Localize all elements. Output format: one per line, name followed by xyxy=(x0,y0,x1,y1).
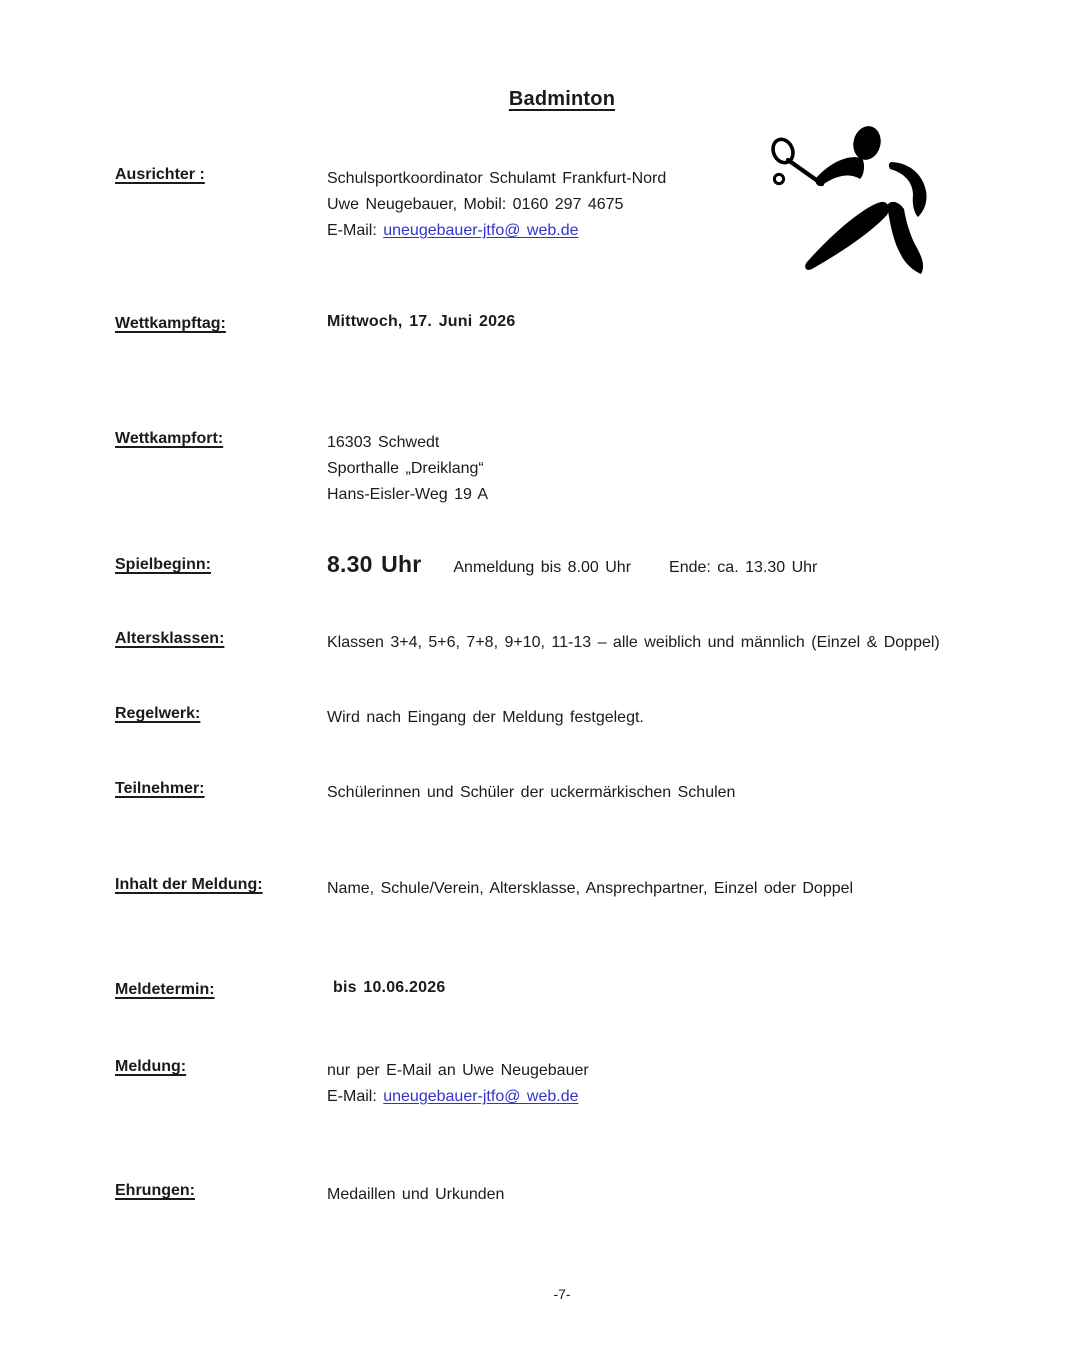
section-label-altersklassen: Altersklassen: xyxy=(115,630,225,647)
section-content-wettkampfort xyxy=(327,430,1040,508)
section-label-wettkampftag: Wettkampftag: xyxy=(115,315,226,332)
section-inhalt-der-meldung xyxy=(115,876,1040,902)
section-content-meldung xyxy=(327,1058,1040,1110)
text-line: Sporthalle „Dreiklang“ xyxy=(327,460,484,477)
registration-contents: Name, Schule/Verein, Altersklasse, Ansprechpartner, Einzel oder Doppel xyxy=(327,880,854,897)
page-title: Badminton xyxy=(508,88,616,110)
section-wettkampftag xyxy=(115,309,1040,335)
section-label-inhalt: Inhalt der Meldung: xyxy=(115,876,263,893)
text-line: Hans-Eisler-Weg 19 A xyxy=(327,486,489,503)
section-label-meldung: Meldung: xyxy=(115,1058,187,1075)
participants-text: Schülerinnen und Schüler der uckermärkischen Schulen xyxy=(327,784,736,801)
section-label-spielbeginn: Spielbeginn: xyxy=(115,556,211,573)
section-content-spielbeginn xyxy=(327,550,1040,581)
email-prefix: E-Mail: xyxy=(327,222,384,239)
section-label-ausrichter: Ausrichter : xyxy=(115,166,205,183)
section-content-ausrichter xyxy=(327,166,1040,244)
section-ausrichter xyxy=(115,166,1040,244)
rules-text: Wird nach Eingang der Meldung festgelegt. xyxy=(327,709,644,726)
page-number: -7- xyxy=(553,1286,571,1302)
section-label-meldetermin: Meldetermin: xyxy=(115,981,215,998)
text-line: Uwe Neugebauer, Mobil: 0160 297 4675 xyxy=(327,196,624,213)
text-line xyxy=(327,218,1040,244)
email-link[interactable]: uneugebauer-jtfo@ web.de xyxy=(383,222,579,239)
section-ehrungen xyxy=(115,1182,1040,1208)
section-teilnehmer xyxy=(115,780,1040,806)
registration-deadline: bis 10.06.2026 xyxy=(333,979,446,996)
section-label-teilnehmer: Teilnehmer: xyxy=(115,780,205,797)
text-line: Schulsportkoordinator Schulamt Frankfurt-Nord xyxy=(327,170,667,187)
honors-text: Medaillen und Urkunden xyxy=(327,1186,505,1203)
section-label-wettkampfort: Wettkampfort: xyxy=(115,430,224,447)
registration-time: Anmeldung bis 8.00 Uhr xyxy=(453,559,632,576)
section-label-ehrungen: Ehrungen: xyxy=(115,1182,195,1199)
text-line xyxy=(327,1084,1040,1110)
section-label-regelwerk: Regelwerk: xyxy=(115,705,201,722)
section-regelwerk xyxy=(115,705,1040,731)
section-altersklassen xyxy=(115,630,1040,656)
email-prefix: E-Mail: xyxy=(327,1088,384,1105)
text-line: nur per E-Mail an Uwe Neugebauer xyxy=(327,1062,589,1079)
competition-date: Mittwoch, 17. Juni 2026 xyxy=(327,313,516,330)
start-time: 8.30 Uhr xyxy=(327,551,422,577)
end-time: Ende: ca. 13.30 Uhr xyxy=(669,559,818,576)
section-meldung xyxy=(115,1058,1040,1110)
section-meldetermin xyxy=(115,975,1040,1001)
text-line: 16303 Schwedt xyxy=(327,434,440,451)
section-wettkampfort xyxy=(115,430,1040,508)
age-classes: Klassen 3+4, 5+6, 7+8, 9+10, 11-13 – alle weiblich und männlich (Einzel & Doppel) xyxy=(327,634,940,651)
email-link[interactable]: uneugebauer-jtfo@ web.de xyxy=(383,1088,579,1105)
section-spielbeginn xyxy=(115,550,1040,581)
